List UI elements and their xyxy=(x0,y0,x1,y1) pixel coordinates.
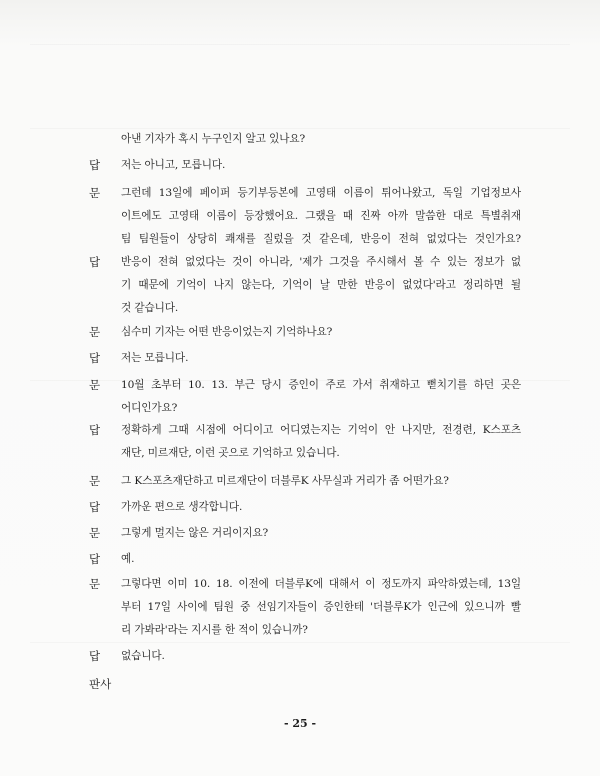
transcript-line: 기 때문에 기억이 나지 않는다, 기억이 날 만한 반응이 없었다'라고 정리하면 될 xyxy=(121,279,521,291)
transcript-line: 예. xyxy=(121,553,135,565)
page-number: - 25 - xyxy=(283,717,317,730)
transcript-line: 반응이 전혀 없었다는 것이 아니라, '제가 그것을 주시해서 볼 수 있는 정보가 없 xyxy=(121,256,521,268)
speaker-label: 답 xyxy=(89,255,101,269)
speaker-label: 문 xyxy=(89,378,101,392)
transcript-line: 가까운 편으로 생각합니다. xyxy=(121,501,243,513)
transcript-line: 10월 초부터 10. 13. 부근 당시 증인이 주로 가서 취재하고 뻗치기를 하던 곳은 xyxy=(121,379,521,391)
transcript-line: 이트에도 고영태 이름이 등장했어요. 그랬을 때 진짜 아까 말씀한 대로 특별취재 xyxy=(121,210,521,222)
speaker-label: 문 xyxy=(89,474,101,488)
speaker-label: 답 xyxy=(89,552,101,566)
transcript-line: 재단, 미르재단, 이런 곳으로 기억하고 있습니다. xyxy=(121,447,340,459)
transcript-line: 없습니다. xyxy=(121,650,165,662)
transcript-line: 부터 17일 사이에 팀원 중 선임기자들이 증인한테 '더블루K가 인근에 있으니까 빨 xyxy=(121,601,521,613)
transcript-line: 그렇게 멀지는 않은 거리이지요? xyxy=(121,527,269,539)
scan-artifact xyxy=(30,44,570,45)
transcript-line: 그렇다면 이미 10. 18. 이전에 더블루K에 대해서 이 정도까지 파악하였는데, 13일 xyxy=(121,578,521,590)
speaker-label: 답 xyxy=(89,423,101,437)
transcript-line: 저는 모릅니다. xyxy=(121,352,189,364)
speaker-label: 문 xyxy=(89,526,101,540)
speaker-label: 문 xyxy=(89,577,101,591)
transcript-line: 그런데 13일에 페이퍼 등기부등본에 고영태 이름이 튀어나왔고, 독일 기업정보사 xyxy=(121,187,521,199)
speaker-label: 답 xyxy=(89,500,101,514)
speaker-label: 판사 xyxy=(89,677,112,691)
transcript-line: 심수미 기자는 어떤 반응이었는지 기억하나요? xyxy=(121,326,333,338)
transcript-line: 리 가봐라'라는 지시를 한 적이 있습니까? xyxy=(121,624,308,636)
speaker-label: 답 xyxy=(89,158,101,172)
transcript-line: 아낸 기자가 혹시 누구인지 알고 있나요? xyxy=(121,133,306,145)
scan-artifact xyxy=(30,642,570,643)
transcript-line: 것 같습니다. xyxy=(121,302,179,314)
speaker-label: 문 xyxy=(89,186,101,200)
speaker-label: 답 xyxy=(89,649,101,663)
speaker-label: 답 xyxy=(89,351,101,365)
scan-artifact xyxy=(30,128,570,129)
transcript-line: 저는 아니고, 모릅니다. xyxy=(121,159,226,171)
speaker-label: 문 xyxy=(89,325,101,339)
transcript-line: 어디인가요? xyxy=(121,402,178,414)
transcript-line: 팀 팀원들이 상당히 쾌재를 질렀을 것 같은데, 반응이 전혀 없었다는 것인가요? xyxy=(121,233,521,245)
transcript-line: 정확하게 그때 시점에 어디이고 어디였는지는 기억이 안 나지만, 전경련, K스포츠 xyxy=(121,424,521,436)
transcript-line: 그 K스포츠재단하고 미르재단이 더블루K 사무실과 거리가 좀 어떤가요? xyxy=(121,475,449,487)
